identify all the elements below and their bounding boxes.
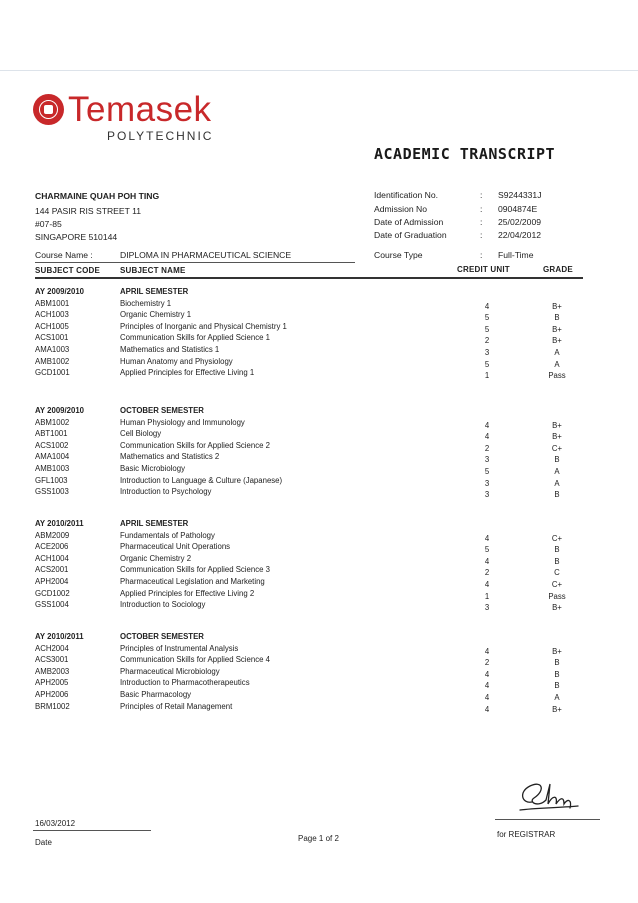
- subject-name: Pharmaceutical Legislation and Marketing: [120, 577, 265, 586]
- grade: C+: [551, 580, 563, 589]
- grade: B+: [552, 432, 562, 442]
- subject-name: Organic Chemistry 1: [120, 310, 192, 320]
- page-number: Page 1 of 2: [298, 834, 339, 843]
- subject-name: Communication Skills for Applied Science 1: [120, 333, 270, 343]
- subject-name: Basic Pharmacology: [120, 690, 192, 699]
- grade: C+: [551, 443, 563, 453]
- academic-year-label: AY 2010/2011: [35, 632, 84, 641]
- credit-unit: 4: [484, 432, 490, 442]
- grade: B: [554, 313, 560, 323]
- credit-unit: 4: [484, 533, 490, 543]
- academic-year-label: AY 2010/2011: [35, 519, 84, 528]
- credit-unit: 4: [484, 693, 490, 702]
- admission-colon: :: [480, 204, 483, 214]
- subject-code: APH2006: [35, 690, 69, 699]
- subject-name: Cell Biology: [120, 429, 162, 439]
- subject-name: Pharmaceutical Microbiology: [120, 666, 220, 676]
- grade: B: [554, 455, 560, 465]
- logo-subtitle: POLYTECHNIC: [107, 129, 214, 143]
- logo: [33, 92, 212, 127]
- credit-unit: 5: [484, 545, 490, 555]
- credit-unit: 5: [484, 324, 490, 334]
- subject-name: Applied Principles for Effective Living 1: [120, 368, 255, 378]
- grade: C: [554, 568, 560, 578]
- subject-name: Principles of Instrumental Analysis: [120, 643, 239, 653]
- credit-unit: 4: [484, 704, 490, 714]
- credit-unit: 4: [484, 681, 490, 691]
- subject-code: GCD1002: [35, 588, 70, 598]
- subject-name: Principles of Inorganic and Physical Chemistry 1: [120, 321, 287, 331]
- registrar-label: for REGISTRAR: [497, 830, 556, 839]
- subject-code: BRM1002: [35, 701, 70, 711]
- subject-name: Communication Skills for Applied Science 4: [120, 655, 270, 665]
- credit-unit: 3: [484, 490, 490, 500]
- grade: B+: [552, 420, 562, 430]
- admission-date-label: Date of Admission: [374, 217, 444, 227]
- subject-name: Mathematics and Statistics 1: [120, 345, 220, 354]
- grade: B+: [552, 324, 562, 334]
- credit-unit: 5: [484, 313, 490, 323]
- document-title: ACADEMIC TRANSCRIPT: [374, 145, 556, 163]
- subject-name: Mathematics and Statistics 2: [120, 452, 220, 462]
- credit-unit: 5: [484, 359, 490, 369]
- address-line-3: SINGAPORE 510144: [35, 232, 118, 242]
- temasek-seal-icon: [33, 94, 64, 125]
- subject-code: ABM2009: [35, 530, 70, 540]
- credit-unit: 2: [484, 658, 490, 668]
- credit-unit: 2: [484, 336, 490, 346]
- credit-unit: 4: [484, 646, 490, 656]
- grade: B+: [552, 336, 562, 346]
- subject-name: Communication Skills for Applied Science 3: [120, 565, 270, 575]
- admission-date-value: 25/02/2009: [498, 217, 542, 227]
- subject-name: Introduction to Pharmacotherapeutics: [120, 678, 250, 688]
- subject-code: AMA1003: [35, 345, 70, 354]
- subject-code: APH2004: [35, 577, 69, 586]
- subject-code: GSS1004: [35, 600, 69, 610]
- subject-name: Communication Skills for Applied Science 2: [120, 440, 270, 450]
- grade: A: [554, 467, 560, 476]
- semester-label: OCTOBER SEMESTER: [120, 632, 204, 641]
- header-rule: [35, 277, 583, 279]
- subject-code: ACS1001: [35, 333, 69, 343]
- grade: B+: [552, 603, 562, 613]
- grade: A: [554, 359, 560, 369]
- grade: A: [554, 693, 560, 702]
- subject-name: Fundamentals of Pathology: [120, 530, 215, 540]
- address-line-1: 144 PASIR RIS STREET 11: [35, 206, 142, 216]
- semester-label: OCTOBER SEMESTER: [120, 406, 204, 415]
- header-subject-name: SUBJECT NAME: [120, 266, 186, 275]
- subject-code: GFL1003: [35, 475, 68, 485]
- subject-code: ACS2001: [35, 565, 69, 575]
- credit-unit: 1: [484, 591, 490, 601]
- subject-name: Organic Chemistry 2: [120, 553, 192, 563]
- subject-name: Introduction to Language & Culture (Japanese): [120, 475, 283, 485]
- subject-name: Biochemistry 1: [120, 298, 172, 308]
- graduation-date-value: 22/04/2012: [498, 230, 542, 240]
- grade: B: [554, 658, 560, 668]
- header-grade: GRADE: [543, 265, 573, 274]
- subject-code: GSS1003: [35, 487, 69, 497]
- credit-unit: 3: [484, 455, 490, 465]
- id-colon: :: [480, 190, 483, 200]
- subject-code: AMB2003: [35, 666, 70, 676]
- registrar-signature: [512, 778, 582, 816]
- grade: B+: [552, 646, 562, 656]
- subject-name: Human Anatomy and Physiology: [120, 356, 233, 366]
- course-type-label: Course Type: [374, 250, 423, 260]
- subject-code: ACH1005: [35, 321, 69, 331]
- registrar-signature-rule: [495, 819, 600, 820]
- print-date: 16/03/2012: [35, 819, 76, 828]
- student-name: CHARMAINE QUAH POH TING: [35, 191, 160, 201]
- semester-label: APRIL SEMESTER: [120, 519, 189, 528]
- subject-code: ACS3001: [35, 655, 69, 665]
- grade: Pass: [548, 371, 566, 381]
- grade: B: [554, 556, 560, 566]
- grade: B+: [552, 301, 562, 311]
- graduation-date-label: Date of Graduation: [374, 230, 447, 240]
- subject-name: Applied Principles for Effective Living 2: [120, 588, 255, 598]
- credit-unit: 4: [484, 580, 490, 589]
- academic-year-label: AY 2009/2010: [35, 406, 84, 415]
- subject-name: Introduction to Sociology: [120, 600, 206, 610]
- credit-unit: 3: [484, 348, 490, 357]
- subject-code: ABM1002: [35, 417, 70, 427]
- grade: B+: [552, 704, 562, 714]
- header-subject-code: SUBJECT CODE: [35, 266, 101, 275]
- grade: B: [554, 490, 560, 500]
- course-rule-left: [35, 262, 355, 263]
- subject-code: AMB1003: [35, 464, 70, 473]
- subject-code: ACE2006: [35, 542, 69, 552]
- subject-code: AMA1004: [35, 452, 70, 462]
- credit-unit: 5: [484, 467, 490, 476]
- grade: Pass: [548, 591, 566, 601]
- subject-name: Pharmaceutical Unit Operations: [120, 542, 231, 552]
- course-type-value: Full-Time: [498, 250, 534, 260]
- credit-unit: 4: [484, 556, 490, 566]
- credit-unit: 1: [484, 371, 490, 381]
- admission-label: Admission No: [374, 204, 428, 214]
- subject-code: ACH2004: [35, 643, 69, 653]
- date-label: Date: [35, 838, 52, 847]
- subject-name: Human Physiology and Immunology: [120, 417, 245, 427]
- grade: B: [554, 681, 560, 691]
- grade: B: [554, 545, 560, 555]
- logo-wordmark: Temasek: [68, 90, 212, 129]
- id-label: Identification No.: [374, 190, 439, 200]
- admission-value: 0904874E: [498, 204, 538, 214]
- subject-code: ABM1001: [35, 298, 70, 308]
- credit-unit: 3: [484, 478, 490, 488]
- course-label: Course Name :: [35, 250, 93, 260]
- address-line-2: #07-85: [35, 219, 62, 229]
- subject-code: ACH1004: [35, 553, 69, 563]
- credit-unit: 3: [484, 603, 490, 613]
- credit-unit: 2: [484, 568, 490, 578]
- credit-unit: 4: [484, 301, 490, 311]
- subject-code: GCD1001: [35, 368, 70, 378]
- admission-date-colon: :: [480, 217, 483, 227]
- credit-unit: 4: [484, 420, 490, 430]
- subject-name: Introduction to Psychology: [120, 487, 212, 497]
- semester-label: APRIL SEMESTER: [120, 287, 189, 296]
- grade: A: [554, 478, 560, 488]
- header-credit-unit: CREDIT UNIT: [457, 265, 510, 274]
- subject-code: ACS1002: [35, 440, 69, 450]
- grade: B: [554, 669, 560, 679]
- id-value: S9244331J: [498, 190, 542, 200]
- subject-code: APH2005: [35, 678, 69, 688]
- subject-name: Basic Microbiology: [120, 464, 185, 473]
- course-type-colon: :: [480, 250, 483, 260]
- subject-code: AMB1002: [35, 356, 70, 366]
- subject-code: ACH1003: [35, 310, 69, 320]
- top-rule: [0, 70, 638, 71]
- academic-year-label: AY 2009/2010: [35, 287, 84, 296]
- subject-code: ABT1001: [35, 429, 68, 439]
- credit-unit: 4: [484, 669, 490, 679]
- grade: A: [554, 348, 560, 357]
- credit-unit: 2: [484, 443, 490, 453]
- subject-name: Principles of Retail Management: [120, 701, 233, 711]
- course-name: DIPLOMA IN PHARMACEUTICAL SCIENCE: [120, 250, 292, 260]
- grade: C+: [551, 533, 563, 543]
- graduation-date-colon: :: [480, 230, 483, 240]
- date-rule: [33, 830, 151, 831]
